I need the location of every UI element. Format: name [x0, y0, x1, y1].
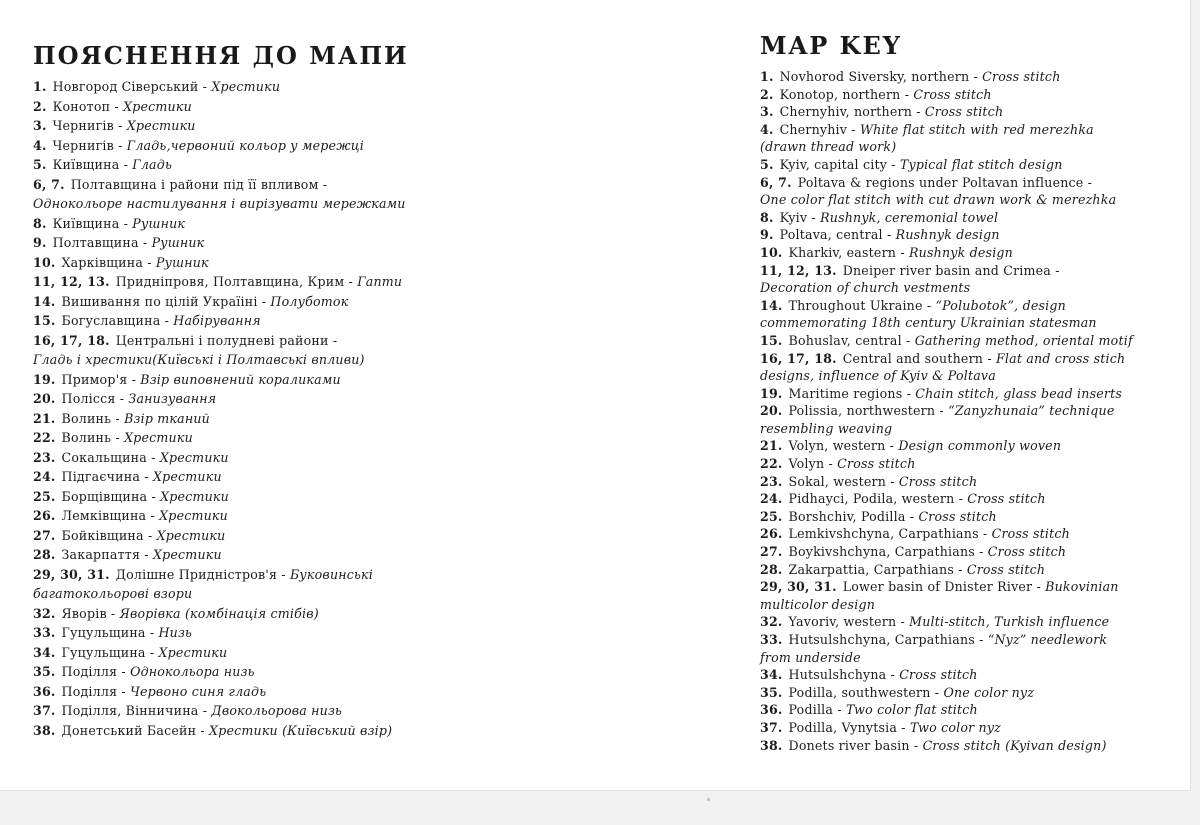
- entry-stitch-description: Хрестики: [156, 527, 226, 543]
- entry-stitch-description: Cross stitch: [898, 473, 978, 489]
- entry-region: Chernyhiv -: [779, 121, 860, 137]
- entry-stitch-description: Cross stitch: [899, 667, 978, 683]
- entry-number: 36.: [760, 702, 783, 718]
- entry-number: 36.: [33, 683, 56, 699]
- entry-region: Chernyhiv, northern -: [779, 104, 925, 120]
- entry-region: Київщина -: [52, 157, 133, 172]
- entry-stitch-description: Хрестики: [126, 118, 196, 133]
- entry-region: Bohuslav, central -: [788, 332, 915, 348]
- entry-number: 2.: [33, 98, 47, 114]
- entry-stitch-description: Хрестики (Київський взір): [209, 722, 393, 738]
- entry-number: 15.: [33, 313, 56, 328]
- entry-number: 37.: [33, 703, 56, 718]
- entry-region: Boykivshchyna, Carpathians -: [788, 544, 988, 560]
- entry-number: 5.: [33, 157, 47, 172]
- legend-entry: [760, 473, 1180, 491]
- entry-region: Чернигів -: [52, 118, 127, 133]
- entry-stitch-description: Хрестики: [123, 98, 192, 114]
- entry-region: Центральні і полудневі райони -: [115, 332, 338, 348]
- entry-region: Pidhayci, Podila, western -: [788, 491, 968, 507]
- entry-number: 33.: [33, 625, 56, 640]
- entry-stitch-description: Взір тканий: [124, 410, 210, 426]
- entry-stitch-description: Two color flat stitch: [845, 702, 978, 718]
- entry-stitch-description-continued: multicolor design: [760, 596, 876, 612]
- entry-region: Волинь -: [61, 430, 125, 445]
- entry-stitch-description: Яворівка (комбінація стібів): [119, 605, 319, 621]
- entry-stitch-description: Однокольора низь: [130, 664, 255, 679]
- entry-stitch-description: Cross stitch: [918, 508, 997, 524]
- entry-number: 20.: [33, 391, 56, 406]
- entry-number: 1.: [33, 79, 47, 94]
- legend-entry: [760, 719, 1180, 737]
- legend-entry: [33, 467, 713, 487]
- legend-list-ukrainian: [33, 77, 713, 740]
- entry-number: 22.: [760, 456, 783, 472]
- entry-region: Lemkivshchyna, Carpathians -: [788, 526, 992, 542]
- entry-number: 32.: [33, 605, 56, 621]
- entry-number: 23.: [760, 473, 783, 489]
- legend-entry: [760, 350, 1180, 385]
- entry-number: 24.: [33, 469, 56, 484]
- entry-region: Долішне Придністров'я -: [115, 566, 290, 582]
- legend-entry: [760, 86, 1180, 104]
- legend-entry: [33, 701, 713, 721]
- entry-region: Throughout Ukraine -: [788, 297, 936, 313]
- legend-entry: [760, 262, 1180, 297]
- entry-stitch-description: Cross stitch: [837, 456, 916, 472]
- entry-stitch-description: Низь: [158, 625, 193, 640]
- entry-number: 21.: [33, 410, 56, 426]
- legend-entry: [33, 311, 713, 331]
- entry-stitch-description: Cross stitch: [966, 561, 1046, 577]
- map-key-title: MAP KEY: [760, 31, 902, 60]
- entry-stitch-description-continued: багатокольорові взори: [33, 586, 193, 601]
- entry-number: 19.: [760, 385, 783, 401]
- entry-number: 6, 7.: [760, 174, 792, 190]
- entry-region: Central and southern -: [842, 350, 996, 366]
- entry-region: Novhorod Siversky, northern -: [779, 69, 983, 84]
- entry-stitch-description: Хрестики: [152, 469, 222, 484]
- legend-entry: [760, 121, 1180, 156]
- scan-speck: [707, 798, 710, 801]
- legend-entry: [33, 545, 713, 565]
- ukrainian-legend: [33, 41, 713, 740]
- legend-entry: [760, 666, 1180, 684]
- entry-region: Zakarpattia, Carpathians -: [788, 561, 967, 577]
- legend-entry: [760, 156, 1180, 174]
- entry-region: Волинь -: [61, 410, 125, 426]
- legend-entry: [33, 428, 713, 448]
- entry-region: Поділля -: [61, 683, 131, 699]
- legend-entry: [33, 604, 713, 624]
- legend-entry: [33, 623, 713, 643]
- entry-stitch-description: Взір виповнений кораликами: [140, 371, 341, 387]
- legend-entry: [33, 682, 713, 702]
- entry-region: Kharkiv, eastern -: [788, 244, 909, 260]
- legend-entry: [33, 643, 713, 663]
- legend-entry: [33, 97, 713, 117]
- entry-region: Харківщина -: [61, 254, 156, 270]
- entry-region: Донетський Басейн -: [61, 722, 210, 738]
- entry-stitch-description: One color nyz: [943, 684, 1035, 700]
- entry-region: Hutsulshchyna, Carpathians -: [788, 632, 988, 647]
- entry-region: Борщівщина -: [61, 488, 161, 504]
- legend-entry: [760, 613, 1180, 631]
- legend-entry: [33, 721, 713, 741]
- entry-region: Podilla -: [788, 702, 846, 718]
- entry-number: 26.: [33, 508, 56, 523]
- entry-stitch-description-continued: Гладь і хрестики(Київські і Полтавські впливи): [33, 352, 365, 367]
- entry-stitch-description-continued: resembling weaving: [760, 420, 893, 436]
- legend-entry: [33, 331, 713, 370]
- legend-entry: [760, 508, 1180, 526]
- entry-stitch-description: Cross stitch: [967, 491, 1046, 507]
- entry-region: Poltava, central -: [779, 227, 896, 243]
- legend-entry: [760, 684, 1180, 702]
- legend-entry: [33, 175, 713, 214]
- map-key-list: [760, 68, 1180, 754]
- legend-entry: [760, 226, 1180, 244]
- entry-stitch-description: Рушник: [151, 235, 205, 250]
- entry-region: Poltava & regions under Poltavan influence -: [797, 174, 1093, 190]
- entry-number: 14.: [760, 297, 783, 313]
- entry-stitch-description: Рушник: [132, 215, 186, 231]
- entry-region: Гуцульщина -: [61, 625, 159, 640]
- legend-entry: [760, 701, 1180, 719]
- legend-entry: [33, 214, 713, 234]
- entry-stitch-description: Bukovinian: [1045, 579, 1119, 595]
- entry-number: 23.: [33, 449, 56, 465]
- entry-number: 28.: [33, 547, 56, 562]
- legend-entry: [760, 737, 1180, 755]
- entry-number: 25.: [33, 488, 56, 504]
- entry-stitch-description: Rushnyk design: [908, 244, 1013, 260]
- legend-entry: [33, 506, 713, 526]
- entry-stitch-description: Cross stitch: [924, 104, 1004, 120]
- entry-stitch-description: Flat and cross stich: [995, 350, 1126, 366]
- entry-region: Lower basin of Dnister River -: [842, 579, 1046, 595]
- entry-region: Dneiper river basin and Crimea -: [842, 262, 1060, 278]
- entry-number: 16, 17, 18.: [33, 332, 110, 348]
- legend-entry: [33, 448, 713, 468]
- entry-stitch-description: Занизування: [128, 391, 217, 406]
- entry-stitch-description-continued: One color flat stitch with cut drawn work & merezhka: [760, 192, 1117, 208]
- entry-number: 5.: [760, 156, 774, 172]
- legend-entry: [33, 370, 713, 390]
- entry-number: 24.: [760, 491, 783, 507]
- entry-stitch-description: Хрестики: [159, 449, 229, 465]
- legend-entry: [760, 543, 1180, 561]
- entry-number: 19.: [33, 371, 56, 387]
- entry-number: 10.: [33, 254, 56, 270]
- entry-region: Яворів -: [61, 605, 120, 621]
- entry-stitch-description: Гапти: [357, 274, 403, 289]
- entry-region: Sokal, western -: [788, 473, 899, 489]
- legend-entry: [33, 116, 713, 136]
- entry-region: Закарпаття -: [61, 547, 153, 562]
- entry-number: 10.: [760, 244, 783, 260]
- legend-entry: [760, 578, 1180, 613]
- entry-number: 28.: [760, 561, 783, 577]
- entry-number: 20.: [760, 403, 783, 419]
- entry-stitch-description: Хрестики: [160, 488, 229, 504]
- entry-region: Podilla, southwestern -: [788, 684, 944, 700]
- entry-region: Konotop, northern -: [779, 86, 914, 102]
- entry-stitch-description: Набірування: [173, 313, 261, 328]
- entry-region: Новгород Сіверський -: [52, 79, 212, 94]
- entry-stitch-description-continued: Однокольоре настилування і вирізувати мережками: [33, 196, 406, 211]
- entry-number: 22.: [33, 430, 56, 445]
- entry-number: 27.: [760, 544, 783, 560]
- entry-region: Volyn -: [788, 456, 838, 472]
- entry-number: 32.: [760, 614, 783, 630]
- entry-stitch-description: Two color nyz: [909, 719, 1002, 735]
- entry-stitch-description: Хрестики: [124, 430, 193, 445]
- legend-entry: [760, 437, 1180, 455]
- entry-region: Polissia, northwestern -: [788, 403, 949, 419]
- entry-stitch-description: Хрестики: [159, 508, 228, 523]
- entry-stitch-description: Design commonly woven: [898, 438, 1062, 454]
- entry-number: 4.: [33, 137, 47, 153]
- entry-stitch-description-continued: from underside: [760, 649, 861, 665]
- entry-number: 9.: [760, 227, 774, 243]
- legend-entry: [33, 662, 713, 682]
- entry-region: Лемківщина -: [61, 508, 160, 523]
- entry-number: 11, 12, 13.: [760, 262, 837, 278]
- legend-entry: [33, 272, 713, 292]
- entry-stitch-description-continued: Decoration of church vestments: [760, 280, 971, 296]
- entry-region: Podilla, Vynytsia -: [788, 719, 910, 735]
- entry-stitch-description: Буковинські: [289, 566, 374, 582]
- legend-entry: [33, 253, 713, 273]
- entry-number: 29, 30, 31.: [760, 579, 837, 595]
- legend-entry: [760, 297, 1180, 332]
- legend-entry: [760, 385, 1180, 403]
- entry-number: 11, 12, 13.: [33, 274, 110, 289]
- entry-region: Yavoriv, western -: [788, 614, 910, 630]
- legend-entry: [33, 389, 713, 409]
- entry-number: 21.: [760, 438, 783, 454]
- entry-number: 16, 17, 18.: [760, 350, 837, 366]
- entry-stitch-description: Двокольорова низь: [211, 703, 343, 718]
- entry-region: Київщина -: [52, 215, 133, 231]
- entry-number: 4.: [760, 121, 774, 137]
- legend-entry: [760, 490, 1180, 508]
- entry-number: 25.: [760, 508, 783, 524]
- entry-stitch-description: Rushnyk, ceremonial towel: [820, 209, 999, 225]
- entry-region: Примор'я -: [61, 371, 141, 387]
- entry-stitch-description: Хрестики: [158, 644, 228, 660]
- entry-number: 9.: [33, 235, 47, 250]
- entry-region: Підгаєчина -: [61, 469, 153, 484]
- entry-region: Maritime regions -: [788, 385, 916, 401]
- entry-stitch-description: Рушник: [155, 254, 209, 270]
- entry-region: Вишивання по цілій Україіні -: [61, 293, 271, 309]
- legend-entry: [33, 526, 713, 546]
- entry-number: 38.: [760, 737, 783, 753]
- entry-stitch-description: Червоно синя гладь: [130, 683, 267, 699]
- entry-stitch-description: Cross stitch: [982, 69, 1061, 84]
- entry-stitch-description: “Nyz” needlework: [987, 632, 1108, 647]
- legend-entry: [33, 136, 713, 156]
- entry-stitch-description: Cross stitch (Kyivan design): [922, 737, 1107, 753]
- entry-number: 34.: [33, 644, 56, 660]
- entry-number: 3.: [760, 104, 774, 120]
- entry-number: 29, 30, 31.: [33, 566, 110, 582]
- entry-stitch-description: Хрестики: [152, 547, 222, 562]
- entry-stitch-description: Cross stitch: [987, 544, 1067, 560]
- legend-entry: [760, 103, 1180, 121]
- legend-entry: [760, 244, 1180, 262]
- entry-stitch-description-continued: (drawn thread work): [760, 139, 897, 155]
- legend-entry: [33, 155, 713, 175]
- legend-entry: [33, 77, 713, 97]
- entry-stitch-description: Полуботок: [270, 293, 349, 309]
- entry-number: 26.: [760, 526, 783, 542]
- legend-entry: [760, 209, 1180, 227]
- entry-stitch-description: Chain stitch, glass bead inserts: [915, 385, 1123, 401]
- legend-entry: [33, 565, 713, 604]
- entry-region: Конотоп -: [52, 98, 124, 114]
- entry-region: Полтавщина і райони під її впливом -: [70, 176, 328, 192]
- entry-region: Чернигів -: [52, 137, 127, 153]
- english-map-key: [760, 31, 1180, 754]
- entry-stitch-description: Cross stitch: [991, 526, 1070, 542]
- entry-number: 1.: [760, 69, 774, 84]
- entry-number: 2.: [760, 86, 774, 102]
- entry-region: Поділля -: [61, 664, 131, 679]
- legend-entry: [760, 68, 1180, 86]
- entry-stitch-description-continued: commemorating 18th century Ukrainian statesman: [760, 315, 1097, 331]
- entry-number: 3.: [33, 118, 47, 133]
- legend-title-ukrainian: ПОЯСНЕННЯ ДО МАПИ: [33, 41, 409, 70]
- entry-stitch-description: White flat stitch with red merezhka: [859, 121, 1094, 137]
- entry-stitch-description: Гладь,червоний кольор у мережці: [126, 137, 364, 153]
- legend-entry: [760, 402, 1180, 437]
- entry-number: 34.: [760, 667, 783, 683]
- legend-entry: [33, 487, 713, 507]
- entry-region: Borshchiv, Podilla -: [788, 508, 919, 524]
- entry-number: 27.: [33, 527, 56, 543]
- entry-region: Бойківщина -: [61, 527, 157, 543]
- entry-number: 35.: [33, 664, 56, 679]
- entry-stitch-description: “Zanyzhunaia” technique: [948, 403, 1115, 419]
- entry-region: Kyiv -: [779, 209, 821, 225]
- entry-stitch-description: Хрестики: [211, 79, 281, 94]
- entry-region: Поділля, Вінничина -: [61, 703, 212, 718]
- legend-entry: [760, 455, 1180, 473]
- entry-region: Donets river basin -: [788, 737, 923, 753]
- entry-stitch-description: Cross stitch: [913, 86, 992, 102]
- legend-entry: [33, 409, 713, 429]
- entry-region: Hutsulshchyna -: [788, 667, 900, 683]
- entry-number: 6, 7.: [33, 176, 65, 192]
- entry-region: Volyn, western -: [788, 438, 899, 454]
- entry-number: 37.: [760, 719, 783, 735]
- legend-entry: [760, 631, 1180, 666]
- legend-entry: [760, 525, 1180, 543]
- entry-stitch-description: Rushnyk design: [895, 227, 1000, 243]
- entry-region: Гуцульщина -: [61, 644, 159, 660]
- entry-number: 38.: [33, 722, 56, 738]
- legend-entry: [760, 561, 1180, 579]
- entry-number: 15.: [760, 332, 783, 348]
- entry-stitch-description: “Polubotok”, design: [935, 297, 1066, 313]
- entry-region: Полісся -: [61, 391, 129, 406]
- entry-region: Полтавщина -: [52, 235, 152, 250]
- entry-region: Сокальщина -: [61, 449, 160, 465]
- entry-number: 8.: [33, 215, 47, 231]
- entry-number: 14.: [33, 293, 56, 309]
- legend-entry: [33, 233, 713, 253]
- entry-region: Богуславщина -: [61, 313, 174, 328]
- legend-entry: [760, 332, 1180, 350]
- entry-stitch-description: Гладь: [132, 157, 173, 172]
- entry-number: 8.: [760, 209, 774, 225]
- entry-region: Kyiv, capital city -: [779, 156, 900, 172]
- entry-stitch-description: Multi-stitch, Turkish influence: [909, 614, 1110, 630]
- entry-region: Придніпровя, Полтавщина, Крим -: [115, 274, 358, 289]
- entry-stitch-description: Typical flat stitch design: [899, 156, 1063, 172]
- entry-stitch-description: Gathering method, oriental motif: [914, 332, 1133, 348]
- legend-entry: [760, 174, 1180, 209]
- entry-number: 33.: [760, 632, 783, 647]
- entry-number: 35.: [760, 684, 783, 700]
- entry-stitch-description-continued: designs, influence of Kyiv & Poltava: [760, 368, 996, 384]
- legend-entry: [33, 292, 713, 312]
